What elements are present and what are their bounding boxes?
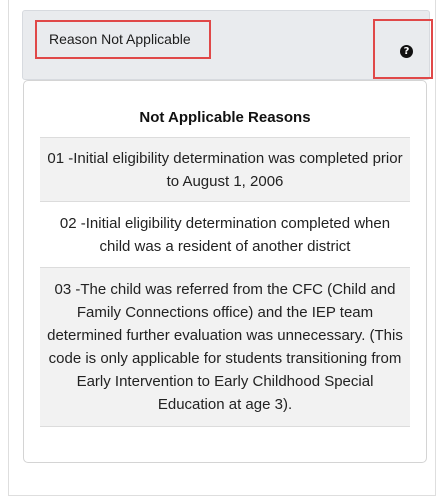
reason-item — [40, 201, 410, 267]
reason-text: 03 -The child was referred from the CFC (Child and Family Connections office) and the IEP team determined further evaluation was unnecessary. (This code is only applicable for students transitioning from Early Intervention to Early Childhood Special Education at age 3). — [47, 281, 403, 413]
panel-title: Not Applicable Reasons — [139, 109, 311, 126]
reason-text: 02 -Initial eligibility determination completed when child was a resident of another district — [59, 215, 391, 255]
section-header — [22, 10, 430, 80]
help-button[interactable] — [373, 19, 433, 79]
reason-item — [40, 267, 410, 427]
question-circle-icon[interactable]: ? — [400, 45, 413, 58]
reasons-list — [40, 137, 410, 427]
reasons-panel — [23, 80, 427, 463]
reason-item — [40, 137, 410, 201]
reason-text: 01 -Initial eligibility determination was completed prior to August 1, 2006 — [47, 150, 403, 190]
section-title: Reason Not Applicable — [35, 20, 211, 59]
